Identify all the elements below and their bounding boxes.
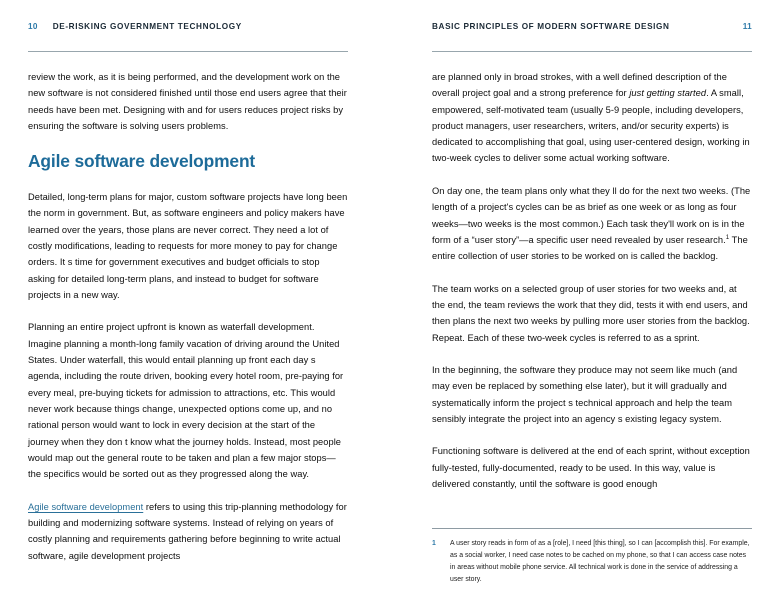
paragraph-day-one-part2: The entire collection of user stories to be worked on is called the backlog. <box>432 234 748 262</box>
paragraph-day-one-part1: On day one, the team plans only what they ll do for the next two weeks. (The length of a project's cycles can be as brief as one week or as long as four weeks—two weeks is the most common.) Each task they'll work on is in the form of a “user story”—a specific user need revealed by user research. <box>432 185 751 245</box>
paragraph-agile-definition-text: refers to using this trip-planning methodology for building and modernizing software systems. Instead of relying on years of costly planning and requirements gathering before beginning to write actual software, agile development projects <box>28 501 347 561</box>
left-running-head-title: DE-RISKING GOVERNMENT TECHNOLOGY <box>52 22 242 31</box>
footnote-number: 1 <box>432 539 436 547</box>
paragraph-in-the-beginning: In the beginning, the software they produce may not seem like much (and may even be replaced by something else later), but it will gradually and systematically inform the project s technical approach and help the team sensibly integrate the project into an agency s existing legacy system. <box>432 365 738 424</box>
footnote-text: A user story reads in form of as a [role], I need [this thing], so I can [accomplish this]. For example, as a social worker, I need case notes to be cached on my phone, so that I can access case notes in areas without mobile phone service. All technical work is done in the service of addressing a user story. <box>450 539 750 583</box>
left-column <box>28 52 348 564</box>
paragraph-waterfall: Planning an entire project upfront is known as waterfall development. Imagine planning a month-long family vacation of driving around the United States. Under waterfall, this would entail planning up front each day s agenda, including the route driven, booking every hotel room, pre-paying for every meal, pre-buying tickets for admission to attractions, etc. This would never work because things change, unexpected options come up, and no rational person would want to lock in every decision at the start of the journey when they don t know what the journey holds. Instead, most people would map out the general route to be taken and plan a few major stops—the specifics would be sorted out as they progressed along the way. <box>28 322 344 480</box>
left-page-number: 10 <box>28 22 38 31</box>
right-page-number: 11 <box>742 22 752 31</box>
paragraph-day-one <box>432 183 752 264</box>
paragraph-broad-strokes-part2: . A small, empowered, self-motivated team (usually 5-9 people, including developers, product managers, user researchers, writers, and/or security experts) is dedicated to accomplishing that goal, using user-centered design, working in two-week cycles to deliver some actual working software. <box>432 88 750 164</box>
footnote-separator-rule <box>432 528 752 529</box>
right-running-head-title: BASIC PRINCIPLES OF MODERN SOFTWARE DESIGN <box>432 22 670 31</box>
right-running-head <box>432 0 752 46</box>
right-column <box>432 52 752 492</box>
paragraph-continuation: review the work, as it is being performed, and the development work on the new software is not considered finished until those end users agree that their needs have been met. Designing with and for users reduces project risks by ensuring the software is solving users problems. <box>28 72 347 131</box>
paragraph-broad-strokes <box>432 69 752 167</box>
footnote-area <box>432 528 752 586</box>
paragraph-long-term-plans: Detailed, long-term plans for major, custom software projects have long been the norm in government. But, as software engineers and policy makers have learned over the years, those plans are never correct. They need a lot of costly modifications, leading to requests for more money to pay for change orders. It s time for government executives and budget officials to stop asking for detailed long-term plans, and instead to budget for software projects in a new way. <box>28 192 348 300</box>
footnote-item <box>432 538 752 586</box>
paragraph-functioning-software: Functioning software is delivered at the end of each sprint, without exception fully-tested, fully-documented, ready to be used. In this way, value is delivered constantly, until the software is good enough <box>432 446 750 489</box>
agile-software-development-link[interactable]: Agile software development <box>28 501 144 512</box>
footnote-reference-1[interactable]: 1 <box>725 233 730 241</box>
right-page <box>388 0 776 600</box>
left-running-head <box>28 0 348 46</box>
paragraph-broad-strokes-part1: are planned only in broad strokes, with a well defined description of the overall project goal and a strong preference for <box>432 72 727 99</box>
paragraph-agile-definition <box>28 499 348 564</box>
emphasis-just-getting-started: just getting started <box>629 88 707 99</box>
section-heading: Agile software development <box>28 151 256 172</box>
paragraph-team-works: The team works on a selected group of user stories for two weeks and, at the end, the team reviews the work that they did, tests it with end users, and then plans the next two weeks by pulling more user stories from the backlog. Repeat. Each of these two-week cycles is referred to as a sprint. <box>432 283 750 343</box>
